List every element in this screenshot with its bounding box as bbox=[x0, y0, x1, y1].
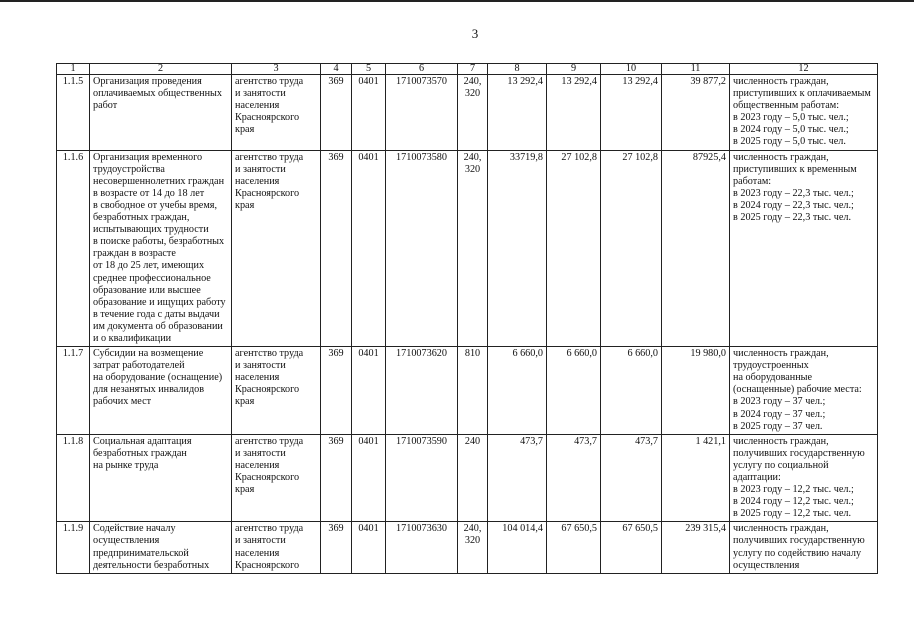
target-article-code: 1710073630 bbox=[386, 522, 458, 573]
amount-total: 19 980,0 bbox=[662, 347, 730, 435]
target-article-code: 1710073570 bbox=[386, 75, 458, 151]
responsible-agency: агентство труда и занятости населения Красноярского края bbox=[232, 347, 321, 435]
ministry-code: 369 bbox=[321, 522, 352, 573]
table-row bbox=[57, 75, 878, 151]
col-header-6: 6 bbox=[386, 64, 458, 75]
amount-2025: 6 660,0 bbox=[601, 347, 662, 435]
table-row bbox=[57, 522, 878, 573]
amount-total: 39 877,2 bbox=[662, 75, 730, 151]
expense-type-code: 240, 320 bbox=[458, 75, 488, 151]
expected-result: численность граждан, приступивших к временным работам: в 2023 году – 22,3 тыс. чел.; в 2024 году – 22,3 тыс. чел.; в 2025 году – 22,3 тыс. чел. bbox=[730, 150, 878, 347]
section-code: 0401 bbox=[352, 150, 386, 347]
col-header-7: 7 bbox=[458, 64, 488, 75]
expected-result: численность граждан, получивших государственную услугу по содействию началу осуществления bbox=[730, 522, 878, 573]
measure-number: 1.1.9 bbox=[57, 522, 90, 573]
amount-2024: 473,7 bbox=[547, 434, 601, 522]
amount-total: 239 315,4 bbox=[662, 522, 730, 573]
amount-2023: 6 660,0 bbox=[488, 347, 547, 435]
amount-2024: 67 650,5 bbox=[547, 522, 601, 573]
amount-2023: 104 014,4 bbox=[488, 522, 547, 573]
program-measures-table bbox=[56, 63, 878, 574]
amount-2025: 27 102,8 bbox=[601, 150, 662, 347]
ministry-code: 369 bbox=[321, 347, 352, 435]
responsible-agency: агентство труда и занятости населения Красноярского края bbox=[232, 434, 321, 522]
expense-type-code: 810 bbox=[458, 347, 488, 435]
amount-2023: 33719,8 bbox=[488, 150, 547, 347]
measure-number: 1.1.5 bbox=[57, 75, 90, 151]
table-row bbox=[57, 434, 878, 522]
responsible-agency: агентство труда и занятости населения Красноярского края bbox=[232, 75, 321, 151]
amount-total: 1 421,1 bbox=[662, 434, 730, 522]
responsible-agency: агентство труда и занятости населения Красноярского bbox=[232, 522, 321, 573]
amount-2024: 13 292,4 bbox=[547, 75, 601, 151]
measure-number: 1.1.6 bbox=[57, 150, 90, 347]
col-header-8: 8 bbox=[488, 64, 547, 75]
amount-2023: 13 292,4 bbox=[488, 75, 547, 151]
col-header-10: 10 bbox=[601, 64, 662, 75]
target-article-code: 1710073620 bbox=[386, 347, 458, 435]
expense-type-code: 240 bbox=[458, 434, 488, 522]
page-number: 3 bbox=[471, 26, 479, 41]
col-header-9: 9 bbox=[547, 64, 601, 75]
amount-2025: 67 650,5 bbox=[601, 522, 662, 573]
col-header-11: 11 bbox=[662, 64, 730, 75]
section-code: 0401 bbox=[352, 75, 386, 151]
column-number-header bbox=[57, 64, 878, 75]
measure-name: Субсидии на возмещение затрат работодателей на оборудование (оснащение) для незанятых инвалидов рабочих мест bbox=[90, 347, 232, 435]
expense-type-code: 240, 320 bbox=[458, 150, 488, 347]
target-article-code: 1710073580 bbox=[386, 150, 458, 347]
measure-name: Организация временного трудоустройства несовершеннолетних граждан в возрасте от 14 до 18 лет в свободное от учебы время, безработных граждан, испытывающих трудности в поиске работы, безработных граждан в возрасте от 18 до 25 лет, имеющих среднее профессиональное образование или высшее образование и ищущих работу в течение года с даты выдачи им документа об образовании и о квалификации bbox=[90, 150, 232, 347]
col-header-2: 2 bbox=[90, 64, 232, 75]
col-header-4: 4 bbox=[321, 64, 352, 75]
measure-number: 1.1.8 bbox=[57, 434, 90, 522]
amount-2023: 473,7 bbox=[488, 434, 547, 522]
amount-2025: 473,7 bbox=[601, 434, 662, 522]
scan-top-edge bbox=[0, 0, 914, 2]
ministry-code: 369 bbox=[321, 75, 352, 151]
section-code: 0401 bbox=[352, 434, 386, 522]
measure-name: Организация проведения оплачиваемых общественных работ bbox=[90, 75, 232, 151]
amount-2025: 13 292,4 bbox=[601, 75, 662, 151]
col-header-1: 1 bbox=[57, 64, 90, 75]
col-header-3: 3 bbox=[232, 64, 321, 75]
table-row bbox=[57, 150, 878, 347]
col-header-12: 12 bbox=[730, 64, 878, 75]
amount-2024: 6 660,0 bbox=[547, 347, 601, 435]
measure-number: 1.1.7 bbox=[57, 347, 90, 435]
ministry-code: 369 bbox=[321, 150, 352, 347]
expected-result: численность граждан, трудоустроенных на оборудованные (оснащенные) рабочие места: в 2023 году – 37 чел.; в 2024 году – 37 чел.; в 2025 году – 37 чел. bbox=[730, 347, 878, 435]
col-header-5: 5 bbox=[352, 64, 386, 75]
expected-result: численность граждан, приступивших к оплачиваемым общественным работам: в 2023 году – 5,0 тыс. чел.; в 2024 году – 5,0 тыс. чел.; в 2025 году – 5,0 тыс. чел. bbox=[730, 75, 878, 151]
measure-name: Содействие началу осуществления предпринимательской деятельности безработных bbox=[90, 522, 232, 573]
section-code: 0401 bbox=[352, 522, 386, 573]
responsible-agency: агентство труда и занятости населения Красноярского края bbox=[232, 150, 321, 347]
measure-name: Социальная адаптация безработных граждан на рынке труда bbox=[90, 434, 232, 522]
table-row bbox=[57, 347, 878, 435]
amount-total: 87925,4 bbox=[662, 150, 730, 347]
target-article-code: 1710073590 bbox=[386, 434, 458, 522]
expected-result: численность граждан, получивших государственную услугу по социальной адаптации: в 2023 году – 12,2 тыс. чел.; в 2024 году – 12,2 тыс. чел.; в 2025 году – 12,2 тыс. чел. bbox=[730, 434, 878, 522]
section-code: 0401 bbox=[352, 347, 386, 435]
amount-2024: 27 102,8 bbox=[547, 150, 601, 347]
expense-type-code: 240, 320 bbox=[458, 522, 488, 573]
ministry-code: 369 bbox=[321, 434, 352, 522]
